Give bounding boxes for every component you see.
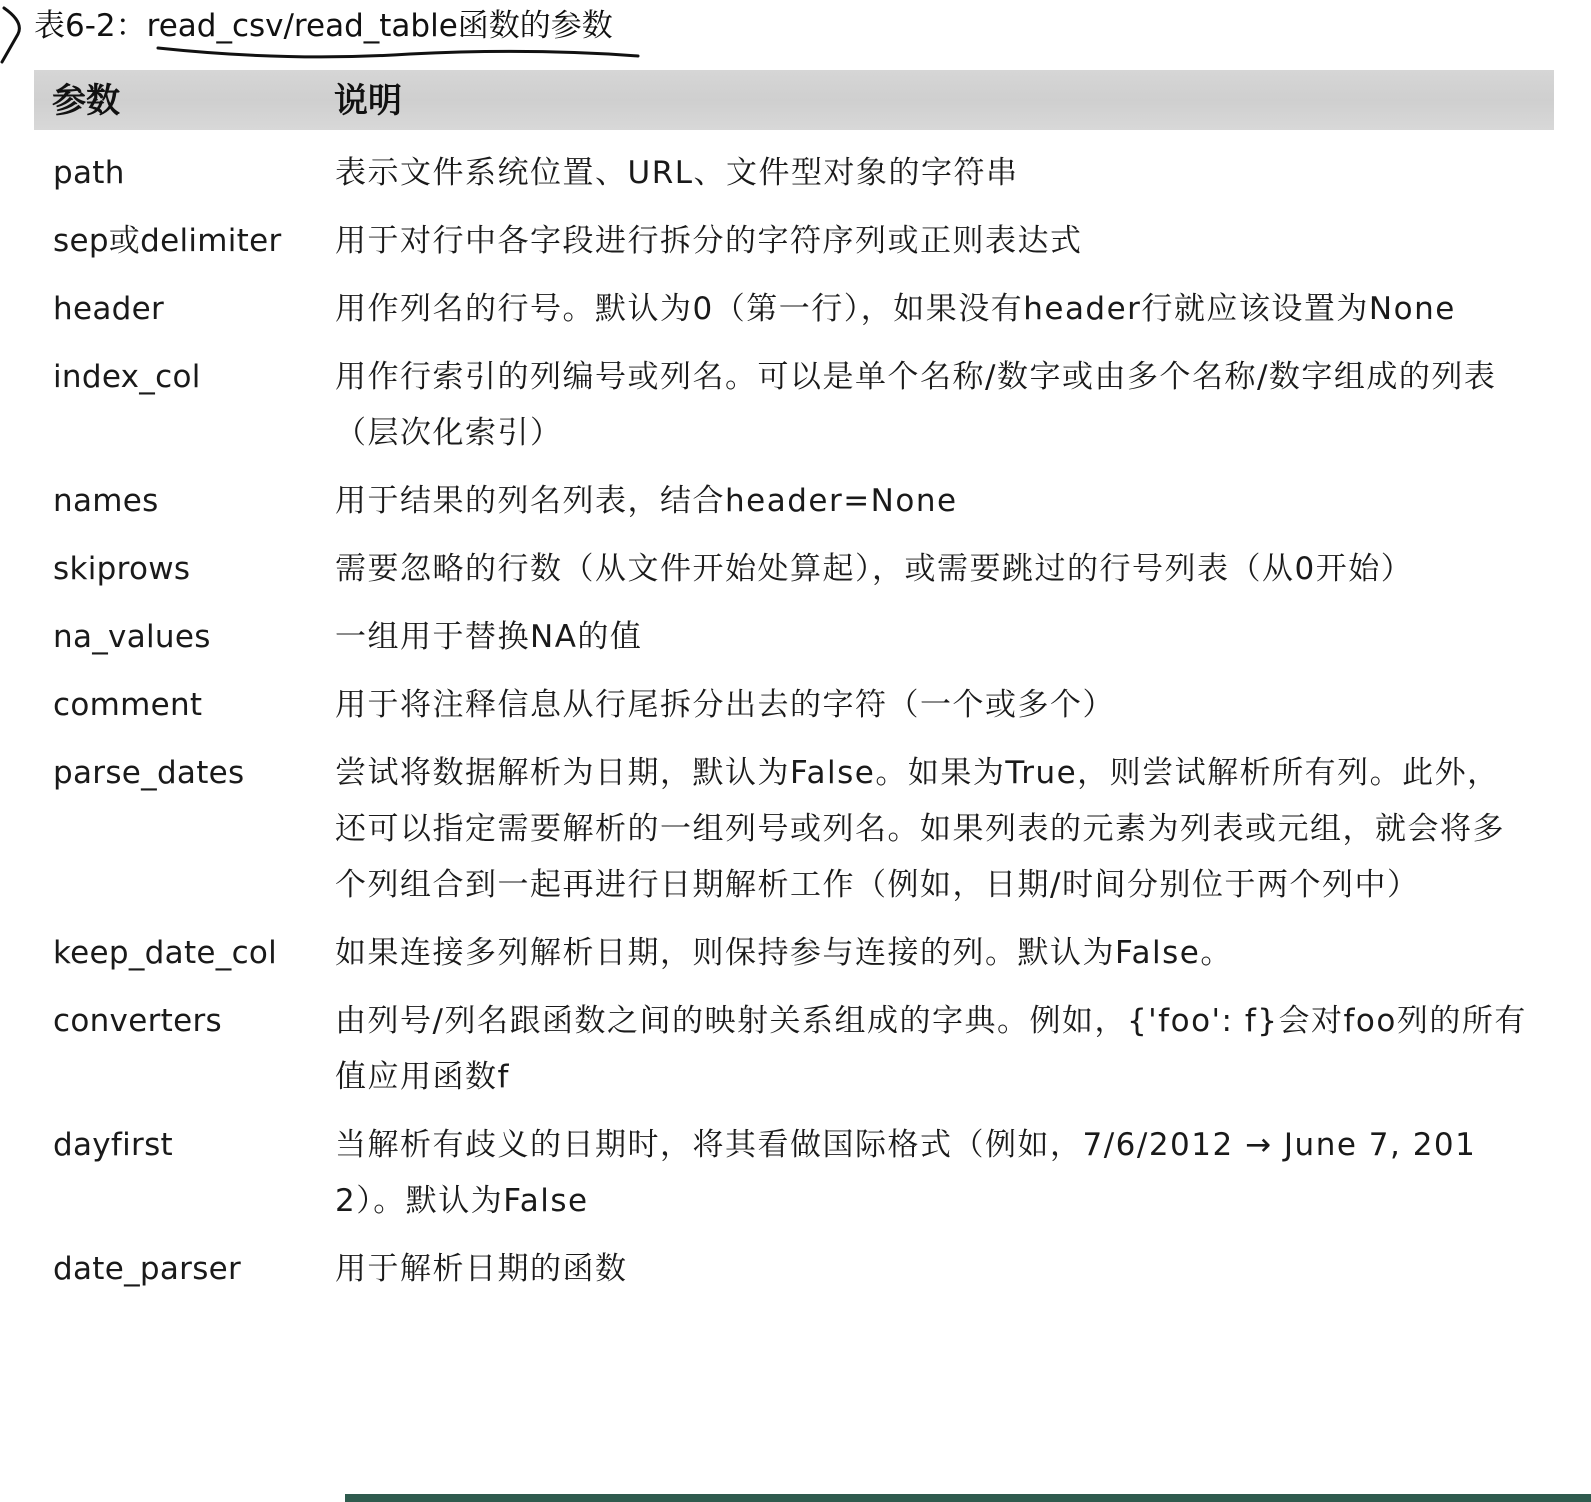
param-name: names: [53, 483, 159, 519]
table-body: [0, 145, 1591, 1309]
param-name: date_parser: [53, 1251, 242, 1287]
handwritten-underline: [150, 40, 650, 70]
table-row: [0, 1117, 1591, 1241]
param-desc: 如果连接多列解析日期，则保持参与连接的列。默认为False。: [335, 935, 1233, 971]
param-desc: 用于将注释信息从行尾拆分出去的字符（一个或多个）: [335, 687, 1115, 723]
table-row: [0, 145, 1591, 213]
param-name: sep或delimiter: [53, 223, 282, 259]
param-name: parse_dates: [53, 755, 245, 791]
param-desc: 需要忽略的行数（从文件开始处算起），或需要跳过的行号列表（从0开始）: [335, 551, 1414, 587]
param-desc: 表示文件系统位置、URL、文件型对象的字符串: [335, 155, 1019, 191]
param-desc: 由列号/列名跟函数之间的映射关系组成的字典。例如，{'foo': f}会对foo列的所有值应用函数f: [335, 1003, 1527, 1095]
param-desc: 当解析有歧义的日期时，将其看做国际格式（例如，7/6/2012 → June 7, 2012）。默认为False: [335, 1127, 1477, 1219]
handwritten-bracket-mark: [0, 0, 30, 70]
param-name: header: [53, 291, 165, 327]
header-param: 参数: [52, 81, 120, 121]
table-row: [0, 281, 1591, 349]
param-desc: 用作列名的行号。默认为0（第一行），如果没有header行就应该设置为None: [335, 291, 1456, 327]
table-row: [0, 1241, 1591, 1309]
table-row: [0, 609, 1591, 677]
caption-prefix: 表6-2：: [34, 8, 147, 44]
param-desc: 用于结果的列名列表，结合header=None: [335, 483, 958, 519]
table-row: [0, 213, 1591, 281]
param-name: na_values: [53, 619, 211, 655]
table-row: [0, 677, 1591, 745]
table-row: [0, 541, 1591, 609]
param-name: dayfirst: [53, 1127, 173, 1163]
param-name: comment: [53, 687, 203, 723]
param-name: keep_date_col: [53, 935, 278, 971]
caption-title: read_csv/read_table函数的参数: [146, 8, 613, 44]
param-desc: 一组用于替换NA的值: [335, 619, 643, 655]
table-row: [0, 925, 1591, 993]
param-desc: 尝试将数据解析为日期，默认为False。如果为True，则尝试解析所有列。此外，还可以指定需要解析的一组列号或列名。如果列表的元素为列表或元组，就会将多个列组合到一起再进行日期解析工作（例如，日期/时间分别位于两个列中）: [335, 755, 1505, 903]
table-row: [0, 745, 1591, 925]
param-name: index_col: [53, 359, 201, 395]
param-desc: 用作行索引的列编号或列名。可以是单个名称/数字或由多个名称/数字组成的列表（层次化索引）: [335, 359, 1497, 451]
param-name: skiprows: [53, 551, 191, 587]
table-row: [0, 473, 1591, 541]
table-header: [34, 70, 1554, 130]
header-desc: 说明: [334, 81, 402, 121]
table-row: [0, 349, 1591, 473]
param-desc: 用于解析日期的函数: [335, 1251, 628, 1287]
table-caption: [0, 0, 1591, 70]
table-row: [0, 993, 1591, 1117]
bottom-edge-bar: [345, 1494, 1591, 1502]
param-name: path: [53, 155, 125, 191]
param-name: converters: [53, 1003, 222, 1039]
param-desc: 用于对行中各字段进行拆分的字符序列或正则表达式: [335, 223, 1083, 259]
